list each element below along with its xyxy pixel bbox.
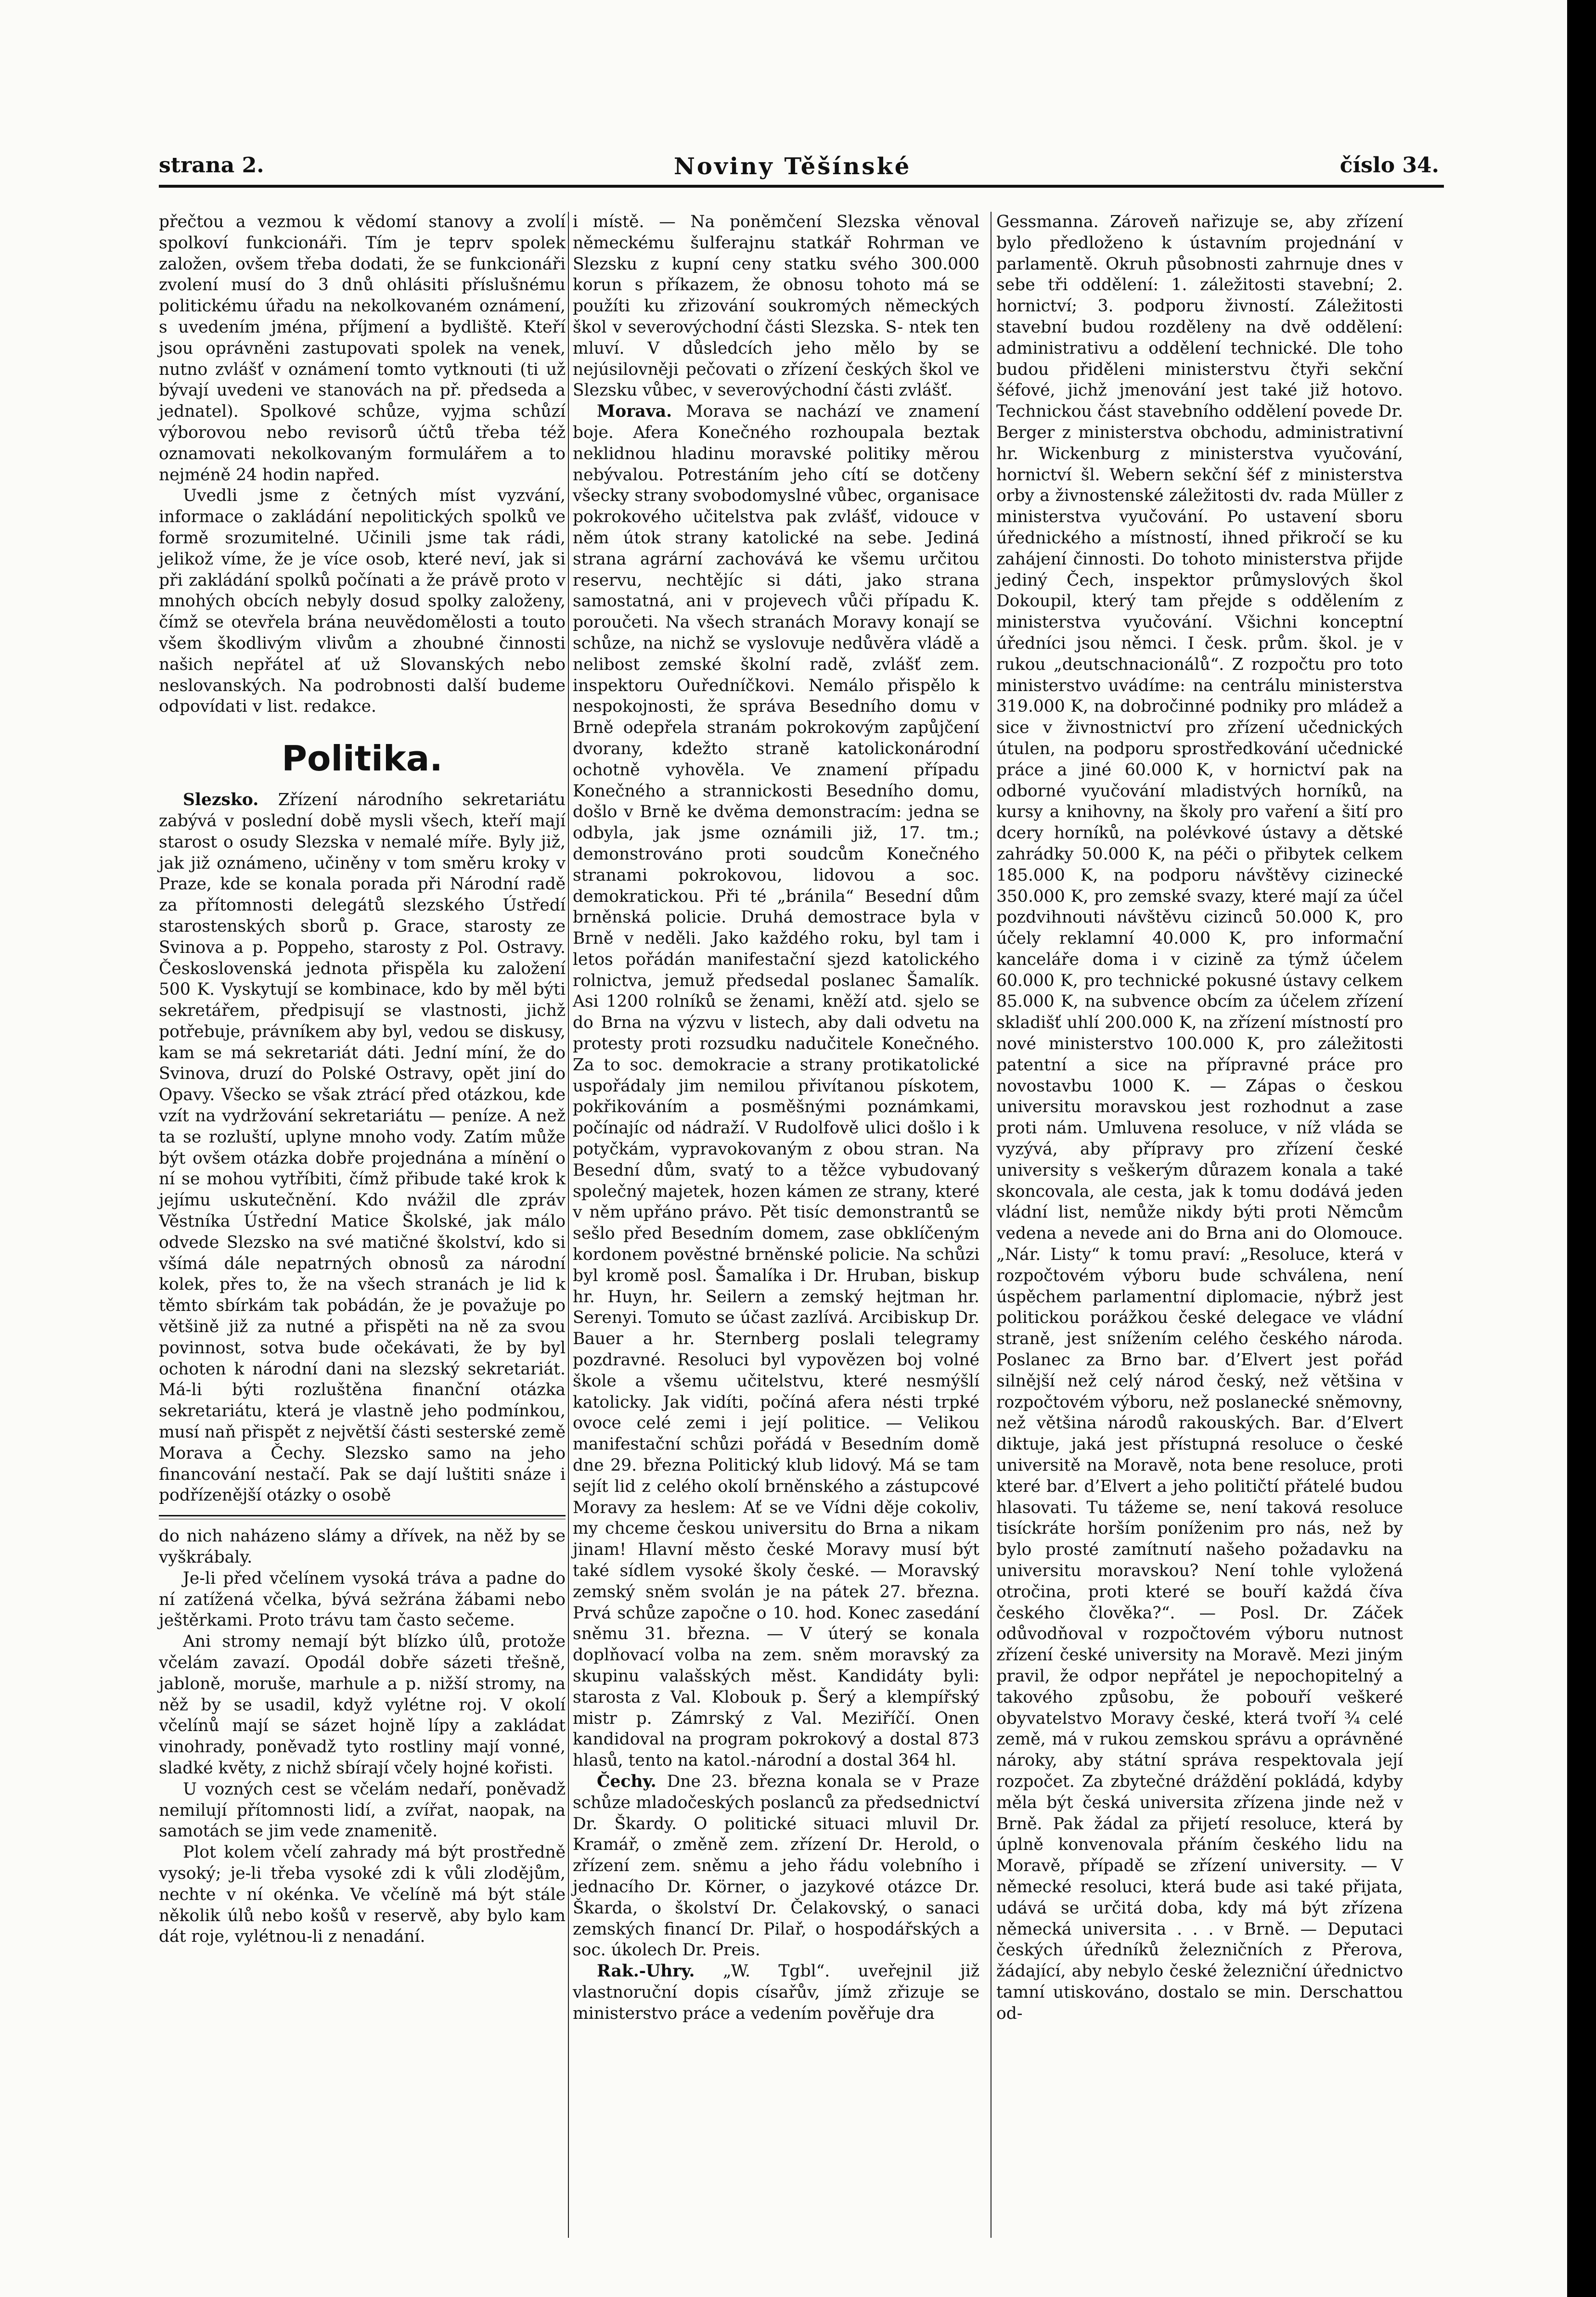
paragraph: Je-li před včelínem vysoká tráva a padne do ní zatížená včelka, bývá sežrána žábami nebo ještěrkami. Proto trávu tam často sečeme. bbox=[159, 1568, 566, 1630]
paragraph: přečtou a vezmou k vědomí stanovy a zvolí spolkoví funkcionáři. Tím je teprv spolek založen, ovšem třeba dodati, že se funkcionáři zvolení musí do 3 dnů ohlásiti příslušnému politickému úřadu na nekolkovaném oznámení, s uvedením jména, příjmení a bydliště. Kteří jsou oprávněni zastupovati spolek na venek, nutno zvlášť v oznámení tomto vytknouti (ti už bývají uvedeni ve stanovách na př. předseda a jednatel). Spolkové schůze, vyjma schůzí výborovou nebo revisorů účtů třeba též oznamovati nekolkovaným formulářem a to nejméně 24 hodin napřed. bbox=[159, 212, 566, 485]
header-rule bbox=[159, 185, 1444, 188]
separator bbox=[159, 1515, 566, 1519]
paragraph-lead: Morava. bbox=[597, 402, 672, 422]
paragraph bbox=[573, 401, 979, 1771]
paragraph-text: Zřízení národního sekretariátu zabývá v poslední době mysli všech, kteří mají starost o osudy Slezska v nemalé míře. Byly již, jak již oznámeno, učiněny v tom směru kroky v Praze, kde se konala porada při Národní radě za přítomnosti delegátů slezského Ústředí starostenských sborů p. Grace, starosty ze Svinova a p. Poppeho, starosty z Pol. Ostravy. Československá jednota přispěla ku založení 500 K. Vyskytují se kombinace, kdo by měl býti sekretářem, předpisují se vlastnosti, jichž potřebuje, právníkem aby byl, vedou se diskusy, kam se má sekretariát dáti. Jední míní, že do Svinova, druzí do Polské Ostravy, opět jiní do Opavy. Všecko se však ztrácí před otázkou, kde vzít na vydržování sekretariátu — peníze. A než ta se rozluští, uplyne mnoho vody. Zatím může být ovšem otázka dobře projednána a mínění o ní se mohou vytříbiti, čímž přibude také krok k jejímu uskutečnění. Kdo nvážil dle zpráv Věstníka Ústřední Matice Školské, jak málo odvede Slezsko na své matičné školství, kdo si všímá dále nepatrných obnosů za národní kolek, přes to, že na všech stranách je lid k těmto sbírkám tak pobádán, že je považuje po většině již za nutné a přispěti na ně za svou povinnost, sotva bude očekávati, že by byl ochoten k národní dani na slezský sekretariát. Má-li býti rozluštěna finanční otázka sekretariátu, která je vlastně jeho podmínkou, musí naň přispět z největší části sesterské země Morava a Čechy. Slezsko samo na jeho financování nestačí. Pak se dají luštiti snáze i podřízenější otázky o osobě bbox=[159, 790, 566, 1505]
page-header bbox=[159, 153, 1439, 187]
paragraph-lead: Rak.-Uhry. bbox=[597, 1962, 695, 1981]
paragraph: Ani stromy nemají být blízko úlů, protože včelám zavazí. Opodál dobře sázeti třešně, jabloně, moruše, marhule a p. nižší stromy, na něž by se usadil, když vylétne roj. V okolí včelínů mají se sázet hojně lípy a zakládat vinohrady, poněvadž tyto rostliny mají vonné, sladké květy, z nichž sbírají včely hojné kořisti. bbox=[159, 1632, 566, 1778]
paragraph bbox=[159, 790, 566, 1506]
issue-number: číslo 34. bbox=[1339, 153, 1439, 178]
section-title: Politika. bbox=[282, 738, 443, 779]
paragraph: do nich naházeno slámy a dřívek, na něž by se vyškrábaly. bbox=[159, 1527, 566, 1567]
scan-edge bbox=[1567, 0, 1596, 2297]
page-number: strana 2. bbox=[159, 153, 264, 178]
paragraph-text: „W. Tgbl“. uveřejnil již vlastnoruční dopis císařův, jímž zřizuje se ministerstvo práce a vedením pověřuje dra bbox=[573, 1962, 979, 2023]
paragraph-lead: Slezsko. bbox=[183, 790, 259, 810]
paragraph: Gessmanna. Zároveň nařizuje se, aby zřízení bylo předloženo k ústavním projednání v parlamentě. Okruh působnosti zahrnuje dnes v sebe tři oddělení: 1. záležitosti stavební; 2. hornictví; 3. podporu živností. Záležitosti stavební budou rozděleny na dvě oddělení: administrativu a oddělení technické. Dle toho budou přiděleni ministerstvu čtyři sekční šéfové, jichž jmenování jest také již hotovo. Technickou část stavebního oddělení povede Dr. Berger z ministerstva obchodu, administrativní hr. Wickenburg z ministerstva vyučování, hornictví šl. Webern sekční šéf z ministerstva orby a živnostenské záležitosti dv. rada Müller z ministerstva vyučování. Po ustavení sboru úřednického a místností, ihned přikročí se ku zahájení činnosti. Do tohoto ministerstva přijde jediný Čech, inspektor průmyslových škol Dokoupil, který tam přejde s oddělením z ministerstva vyučování. Všichni konceptní úředníci jsou němci. I česk. prům. škol. je v rukou „deutschnacionálů“. Z rozpočtu pro toto ministerstvo uvádíme: na centrálu ministerstva 319.000 K, na dobročinné podniky pro mládež a sice v živnostnictví pro zřízení učednických útulen, na podporu sprostředkování učednické práce a jiné 60.000 K, v hornictví pak na odborné vyučování mladistvých horníků, na kursy a knihovny, na školy pro vaření a šití pro dcery horníků, na polévkové ústavy a dětské zahrádky 50.000 K, na péči o přibytek celkem 185.000 K, na podporu návštěvy cizinecké 350.000 K, pro zemské svazy, které mají za účel pozdvihnouti návštěvu cizinců 50.000 K, pro účely reklamní 40.000 K, pro informační kanceláře doma i v cizině za týmž účelem 60.000 K, pro technické pokusné ústavy celkem 85.000 K, na subvence obcím za účelem zřízení skladišť uhlí 200.000 K, na zřízení místností pro nové ministerstvo 100.000 K, pro záležitosti patentní a sice na přípravné práce pro novostavbu 1000 K. — Zápas o českou universitu moravskou jest rozhodnut a zase proti nám. Umluvena resoluce, v níž vláda se vyzývá, aby přípravy pro zřízení české university s veškerým důrazem konala a také skoncovala, ale cesta, jak k tomu dodává jeden vládní list, nemůže nikdy býti proti Němcům vedena a nevede ani do Brna ani do Olomouce. „Nár. Listy“ k tomu praví: „Resoluce, která v rozpočtovém výboru bude schválena, není úspěchem parlamentní diplomacie, nýbrž jest politickou porážkou české delegace ve vládní straně, jest snížením celého českého národa. Poslanec za Brno bar. d’Elvert jest pořád silnější než celý národ český, než většina v rozpočtovém výboru, než poslanecké sněmovny, než většina národů rakouských. Bar. d’Elvert diktuje, jaká jest přístupná resoluce o české universitě na Moravě, nota bene resoluce, proti které bar. d’Elvert a jeho političtí přátelé budou hlasovati. Tu tážeme se, není taková resoluce tisíckráte horším poníženim pro nás, než by bylo prosté zamítnutí našeho požadavku na universitu moravskou? Není tohle vyložená otročina, proti které se bouří každá číva českého člověka?“. — Posl. Dr. Záček odůvodňoval v rozpočtovém výboru nutnost zřízení české university na Moravě. Mezi jiným pravil, že odpor nepřátel je nepochopitelný a takového způsobu, že pobouří veškeré obyvatelstvo Moravy české, která tvoří ¾ celé země, má v rukou zemskou správu a oprávněné nároky, aby státní správa respektovala její rozpočet. Za zbytečné dráždění pokládá, kdyby měla být česká universita zřízena jinde než v Brně. Pak žádal za přijetí resoluce, která by úplně konvenovala přáním českého lidu na Moravě, případě se zřízení university. — V německé resoluci, která bude asi také přijata, udává se určitá doba, kdy má být zřízena německá universita . . . v Brně. — Deputaci českých úředníků železničních z Přerova, žádající, aby nebylo české železniční úřednictvo tamní utiskováno, dostalo se min. Derschattou od- bbox=[996, 212, 1403, 2023]
column-3 bbox=[996, 212, 1403, 2025]
paragraph bbox=[573, 1771, 979, 1961]
paragraph-text: Morava se nachází ve znamení boje. Afera Konečného rozhoupala beztak neklidnou hladinu moravské politiky měrou nebývalou. Potrestáním jeho cítí se dotčeny všecky strany svobodomyslné vůbec, organisace pokrokového učitelstva pak zvlášť, vidouce v něm útok strany katolické na sebe. Jediná strana agrární zachovává ke všemu určitou reservu, nechtějíc si dáti, jako strana samostatná, ani v projevech vůči případu K. poroučeti. Na všech stranách Moravy konají se schůze, na nichž se vyslovuje nedůvěra vládě a nelibost zemské školní radě, zvlášť zem. inspektoru Ouředníčkovi. Nemálo přispělo k nespokojnosti, že správa Besedního domu v Brně odepřela stranám pokrokovým zapůjčení dvorany, kdežto straně katolickonárodní ochotně vyhověla. Ve znamení případu Konečného a strannickosti Besedního domu, došlo v Brně ke dvěma demonstracím: jedna se odbyla, jak jsme oznámili již, 17. tm.; demonstrováno proti soudcům Konečného stranami pokrokovou, lidovou a soc. demokratickou. Při té „bránila“ Besední dům brněnská policie. Druhá demostrace byla v Brně v neděli. Jako každého roku, byl tam i letos pořádán manifestační sjezd katolického rolnictva, jemuž předsedal poslanec Šamalík. Asi 1200 rolníků se ženami, kněží atd. sjelo se do Brna na výzvu v listech, aby dali odvetu na protesty proti rozsudku nadučitele Konečného. Za to soc. demokracie a strany protikatolické uspořádaly jim nemilou přivítanou pískotem, pokřikováním a posměšnými poznámkami, počínajíc od nádraží. V Rudolfově ulici došlo i k potyčkám, vypravokovaným z obou stran. Na Besední dům, svatý to a těžce vybudovaný společný majetek, hozen kámen ze strany, které v něm upřáno právo. Pět tisíc demonstrantů se sešlo před Besedním domem, zase obklíčeným kordonem pověstné brněnské policie. Na schůzi byl kromě posl. Šamalíka i Dr. Hruban, biskup hr. Huyn, hr. Seilern a zemský hejtman hr. Serenyi. Tomuto se účast zazlívá. Arcibiskup Dr. Bauer a hr. Sternberg poslali telegramy pozdravné. Resoluci byl vypovězen boj volné škole a všemu učitelstvu, které nesmýšlí katolicky. Jak vidíti, počíná afera nésti trpké ovoce celé zemi i její politice. — Velikou manifestační schůzi pořádá v Besedním domě dne 29. března Politický klub lidový. Má se tam sejít lid z celého okolí brněnského a zástupcové Moravy za heslem: Ať se ve Vídni děje cokoliv, my chceme českou universitu do Brna a nikam jinam! Hlavní město české Moravy musí být také sídlem vysoké školy české. — Moravský zemský sněm svolán je na pátek 27. března. Prvá schůze započne o 10. hod. Konec zasedání sněmu 31. března. — V úterý se konala doplňovací volba na zem. sněm moravský za skupinu valašských měst. Kandidáty byli: starosta z Val. Klobouk p. Šerý a klempířský mistr p. Zámrský z Val. Meziříčí. Onen kandidoval na program pokrokový a dostal 873 hlasů, tento na katol.-národní a dostal 364 hl. bbox=[573, 402, 979, 1771]
paragraph-text: Dne 23. března konala se v Praze schůze mladočeských poslanců za předsednictví Dr. Škardy. O politické situaci mluvil Dr. Kramář, o změně zem. zřízení Dr. Herold, o zřízení zem. sněmu a jeho řádu volebního i jednacího Dr. Körner, o jazykové otázce Dr. Škarda, o školství Dr. Čelakovský, o sanaci zemských financí Dr. Pilař, o hospodářských a soc. úkolech Dr. Preis. bbox=[573, 1771, 979, 1960]
paragraph: Uvedli jsme z četných míst vyzvání, informace o zakládání nepolitických spolků ve formě srozumitelné. Učinili jsme tak rádi, jelikož víme, že je více osob, které neví, jak si při zakládání spolků počínati a že právě proto v mnohých obcích nebyly dosud spolky založeny, čímž se otevřela brána neuvědomělosti a toutο všem škodlivým vlivům a zhoubné činnosti našich nepřátel ať už Slovanských nebo neslovanských. Na podrobnosti další budeme odpovídati v list. redakce. bbox=[159, 486, 566, 717]
paragraph: Plot kolem včelí zahrady má být prostředně vysoký; je-li třeba vysoké zdi k vůli zlodějům, nechte v ní okénka. Ve včelíně má být stále několik úlů nebo košů v reservě, aby bylo kam dát roje, vylétnou-li z nenadání. bbox=[159, 1843, 566, 1947]
paragraph: U vozných cest se včelám nedaří, poněvadž nemilují přítomnosti lidí, a zvířat, naopak, na samotách se jim vede znamenitě. bbox=[159, 1779, 566, 1841]
newspaper-title: Noviny Těšínské bbox=[674, 153, 912, 180]
paragraph: i místě. — Na poněmčení Slezska věnoval německému šulferajnu statkář Rohrman ve Slezsku z kupní ceny statku svého 300.000 korun s příkazem, že obnosu tohoto má se použíti ku zřizování soukromých německých škol v severovýchodní části Slezska. S- ntek ten mluví. V důsledcích jeho mělo by se nejúsilovněji pečovati o zřízení českých škol ve Slezsku vůbec, v severovýchodní části zvlášť. bbox=[573, 212, 979, 400]
column-2 bbox=[573, 212, 979, 2025]
column-divider-1 bbox=[568, 212, 569, 2238]
paragraph-lead: Čechy. bbox=[597, 1771, 656, 1791]
column-1 bbox=[159, 212, 566, 1948]
paragraph bbox=[573, 1961, 979, 2024]
